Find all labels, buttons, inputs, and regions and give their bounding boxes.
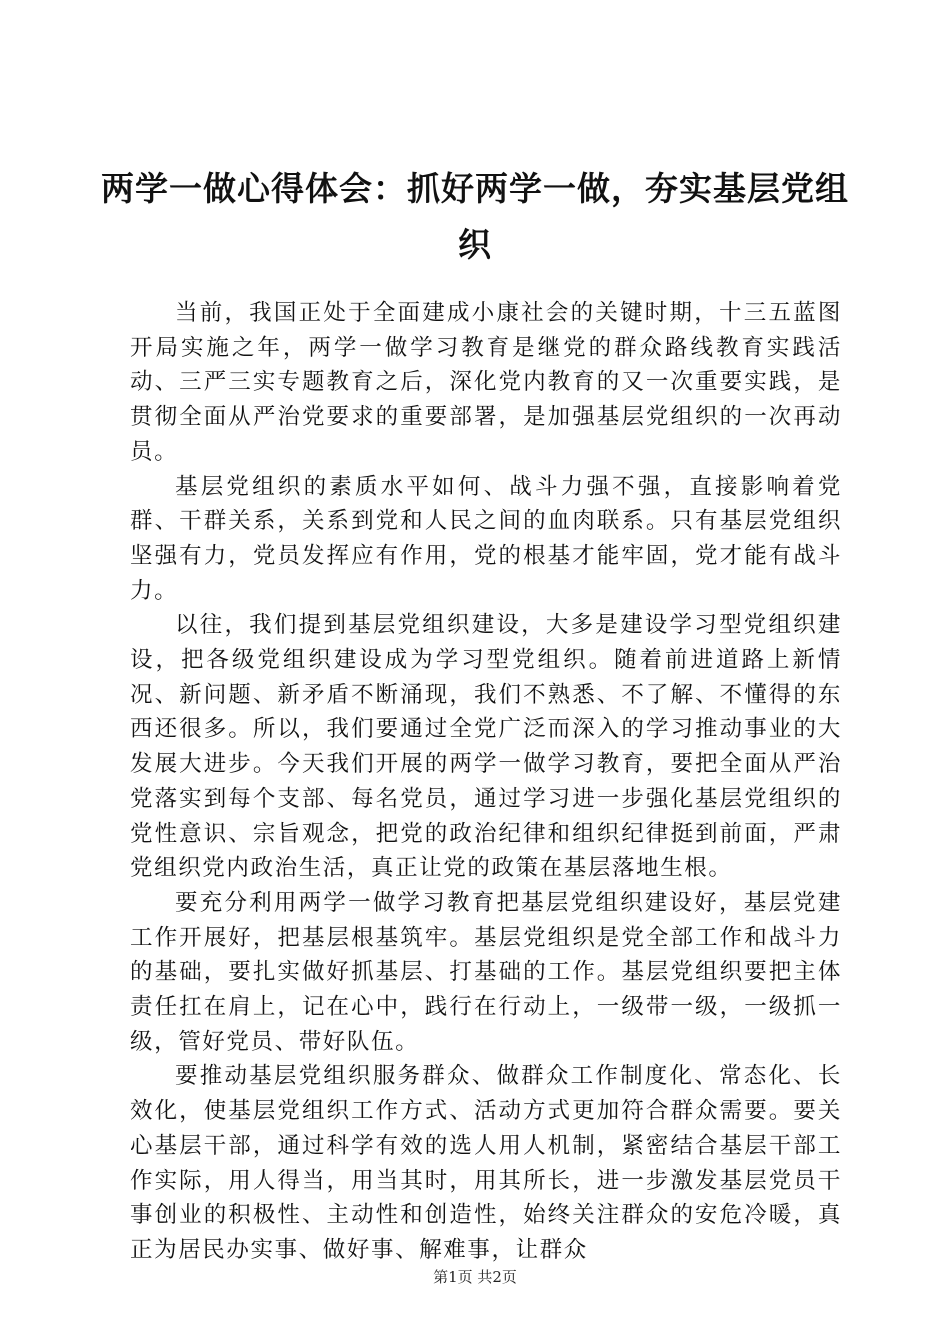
body-paragraph: 基层党组织的素质水平如何、战斗力强不强，直接影响着党群、干群关系，关系到党和人民之间的血肉联系。只有基层党组织坚强有力，党员发挥应有作用，党的根基才能牢固，党才能有战斗力。 — [130, 473, 842, 604]
page-footer: 第1页 共2页 — [433, 1268, 517, 1286]
body-paragraph: 以往，我们提到基层党组织建设，大多是建设学习型党组织建设，把各级党组织建设成为学习型党组织。随着前进道路上新情况、新问题、新矛盾不断涌现，我们不熟悉、不了解、不懂得的东西还很多。所以，我们要通过全党广泛而深入的学习推动事业的大发展大进步。今天我们开展的两学一做学习教育，要把全面从严治党落实到每个支部、每名党员，通过学习进一步强化基层党组织的党性意识、宗旨观念，把党的政治纪律和组织纪律挺到前面，严肃党组织党内政治生活，真正让党的政策在基层落地生根。 — [130, 612, 842, 882]
body-paragraph: 当前，我国正处于全面建成小康社会的关键时期，十三五蓝图开局实施之年，两学一做学习教育是继党的群众路线教育实践活动、三严三实专题教育之后，深化党内教育的又一次重要实践，是贯彻全面从严治党要求的重要部署，是加强基层党组织的一次再动员。 — [130, 300, 842, 465]
body-paragraph: 要推动基层党组织服务群众、做群众工作制度化、常态化、长效化，使基层党组织工作方式、活动方式更加符合群众需要。要关心基层干部，通过科学有效的选人用人机制，紧密结合基层干部工作实际，用人得当，用当其时，用其所长，进一步激发基层党员干事创业的积极性、主动性和创造性，始终关注群众的安危冷暖，真正为居民办实事、做好事、解难事，让群众 — [130, 1063, 842, 1263]
document-body — [130, 296, 842, 1268]
document-title: 两学一做心得体会：抓好两学一做，夯实基层党组织 — [101, 169, 849, 264]
body-paragraph: 要充分利用两学一做学习教育把基层党组织建设好，基层党建工作开展好，把基层根基筑牢。基层党组织是党全部工作和战斗力的基础，要扎实做好抓基层、打基础的工作。基层党组织要把主体责任扛在肩上，记在心中，践行在行动上，一级带一级，一级抓一级，管好党员、带好队伍。 — [130, 889, 842, 1055]
